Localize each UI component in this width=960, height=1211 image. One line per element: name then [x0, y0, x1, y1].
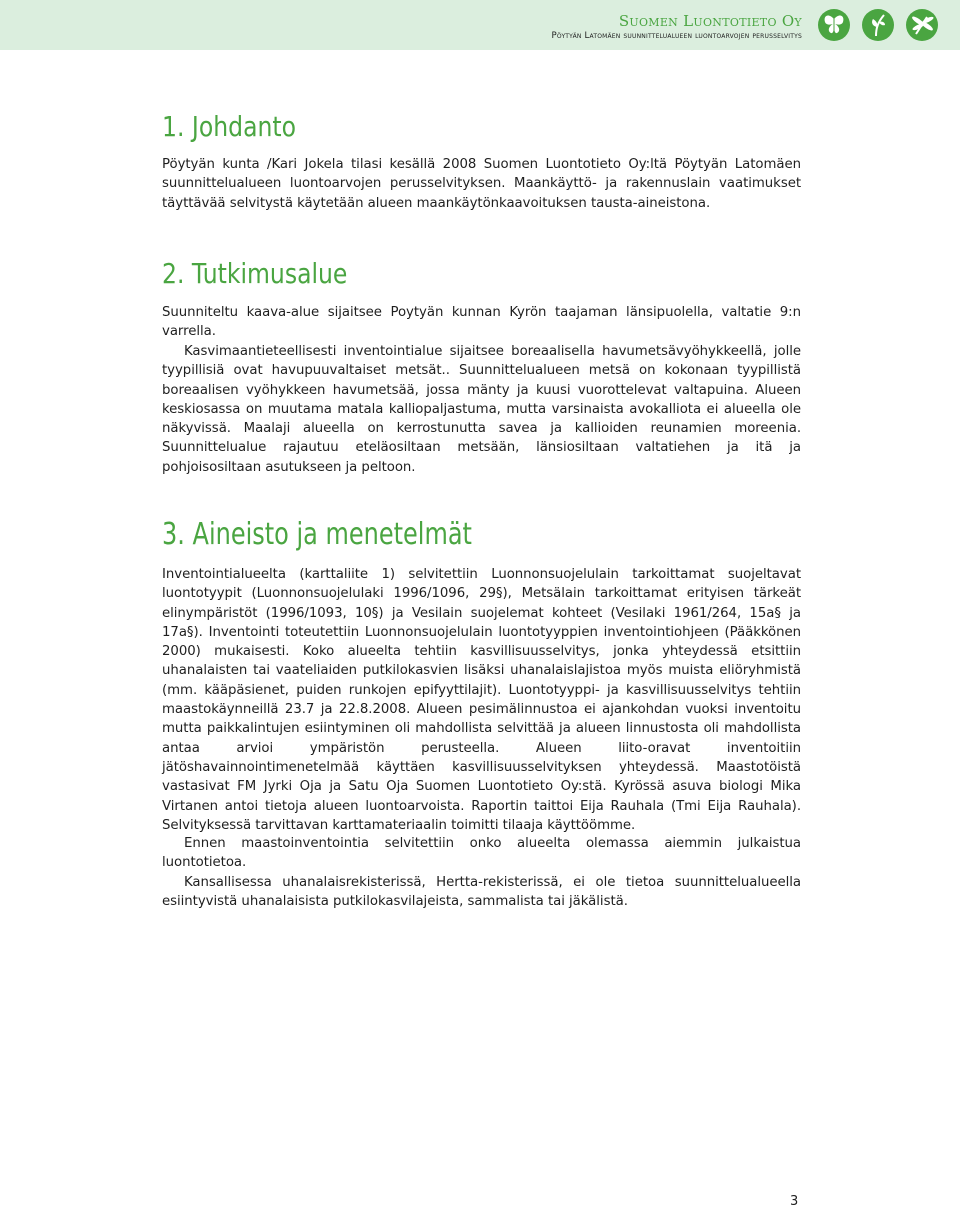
section-paragraph: Kansallisessa uhanalaisrekisterissä, Hertta-rekisterissä, ei ole tietoa suunnittelualueella esiintyvistä uhanalaisista putkilokasvilajeista, sammalista tai jäkälistä. — [162, 875, 801, 910]
page-number: 3 — [790, 1194, 799, 1209]
section-paragraph: Suunniteltu kaava-alue sijaitsee Poytyän kunnan Kyrön taajaman länsipuolella, valtatie 9:n varrella. — [162, 305, 801, 340]
section-paragraph: Kasvimaantieteellisesti inventointialue sijaitsee boreaalisella havumetsävyöhykkeellä, jolle tyypillisiä ovat havupuuvaltaiset metsät.. Suunnittelualueen metsä on kokonaan tyypillistä boreaalisen vyöhykkeen havumetsää, jossa mänty ja kuusi vuorottelevat valtapuina. Alueen keskiosassa on muutama matala kalliopaljastuma, mutta varsinaista avokalliota ei alueella ole näkyvissä. Maalaji alueella on kerrostunutta savea ja kallioiden reunamien moreenia. Suunnittelualue rajautuu eteläosiltaan metsään, länsiosiltaan valtatiehen ja itä ja pohjoisosiltaan asutukseen ja peltoon. — [162, 344, 801, 475]
butterfly-icon — [818, 9, 850, 41]
organization-name: Suomen Luontotieto Oy — [618, 12, 802, 30]
section-paragraph: Pöytyän kunta /Kari Jokela tilasi kesällä 2008 Suomen Luontotieto Oy:ltä Pöytyän Latomäen suunnittelualueen luontoarvojen perusselvityksen. Maankäyttö- ja rakennuslain vaatimukset täyttävää selvitystä käytetään alueen maankäytönkaavoituksen tausta-aineistona. — [162, 157, 801, 211]
plant-icon — [862, 9, 894, 41]
header-band — [0, 0, 960, 50]
section-heading-materials-methods: 3. Aineisto ja menetelmät — [162, 517, 472, 552]
section-heading-introduction: 1. Johdanto — [162, 110, 297, 143]
dragonfly-icon — [906, 9, 938, 41]
section-paragraph: Inventointialueelta (karttaliite 1) selvitettiin Luonnonsuojelulain tarkoittamat suojeltavat luontotyypit (Luonnonsuojelulaki 1996/1096, 29§), Metsälain tarkoittamat erityisen tärkeät elinympäristöt (1996/1093, 10§) ja Vesilain suojelemat kohteet (Vesilaki 1961/264, 15a§ ja 17a§). Inventointi toteutettiin Luonnonsuojelulain luontotyyppien inventointiohjeen (Pääkkönen 2000) mukaisesti. Koko alueelta tehtiin kasvillisuusselvitys, jonka yhteydessä etsittiin uhanalaisten tai vaateliaiden putkilokasvien lisäksi uhanalaislajistoa myös muista eliöryhmistä (mm. kääpäsienet, puiden runkojen epifyyttilajit). Luontotyyppi- ja kasvillisuusselvitys tehtiin maastokäynneillä 23.7 ja 22.8.2008. Alueen pesimälinnustoa ei ajankohdan vuoksi inventoitu mutta paikkalintujen esiintyminen oli mahdollista selvittää ja alueen linnustosta oli mahdollista antaa arvioi ympäristön perusteella. Alueen liito-oravat inventoitiin jätöshavainnointimenetelmää käyttäen kasvillisuusselvityksen yhteydessä. Maastotöistä vastasivat FM Jyrki Oja ja Satu Oja Suomen Luontotieto Oy:stä. Kyrössä asuva biologi Mika Virtanen antoi tietoja alueen luontoarvoista. Raportin taittoi Eija Rauhala (Tmi Eija Rauhala). Selvityksessä tarvittavan karttamateriaalin toimitti tilaaja käyttöömme. — [162, 567, 801, 833]
header-text — [551, 12, 802, 42]
section-heading-study-area: 2. Tutkimusalue — [162, 257, 348, 290]
section-paragraph: Ennen maastoinventointia selvitettiin onko alueelta olemassa aiemmin julkaistua luontotietoa. — [162, 836, 801, 871]
logo-group — [818, 9, 944, 43]
document-title: Pöytyän Latomäen suunnittelualueen luontoarvojen perusselvitys — [551, 31, 802, 41]
